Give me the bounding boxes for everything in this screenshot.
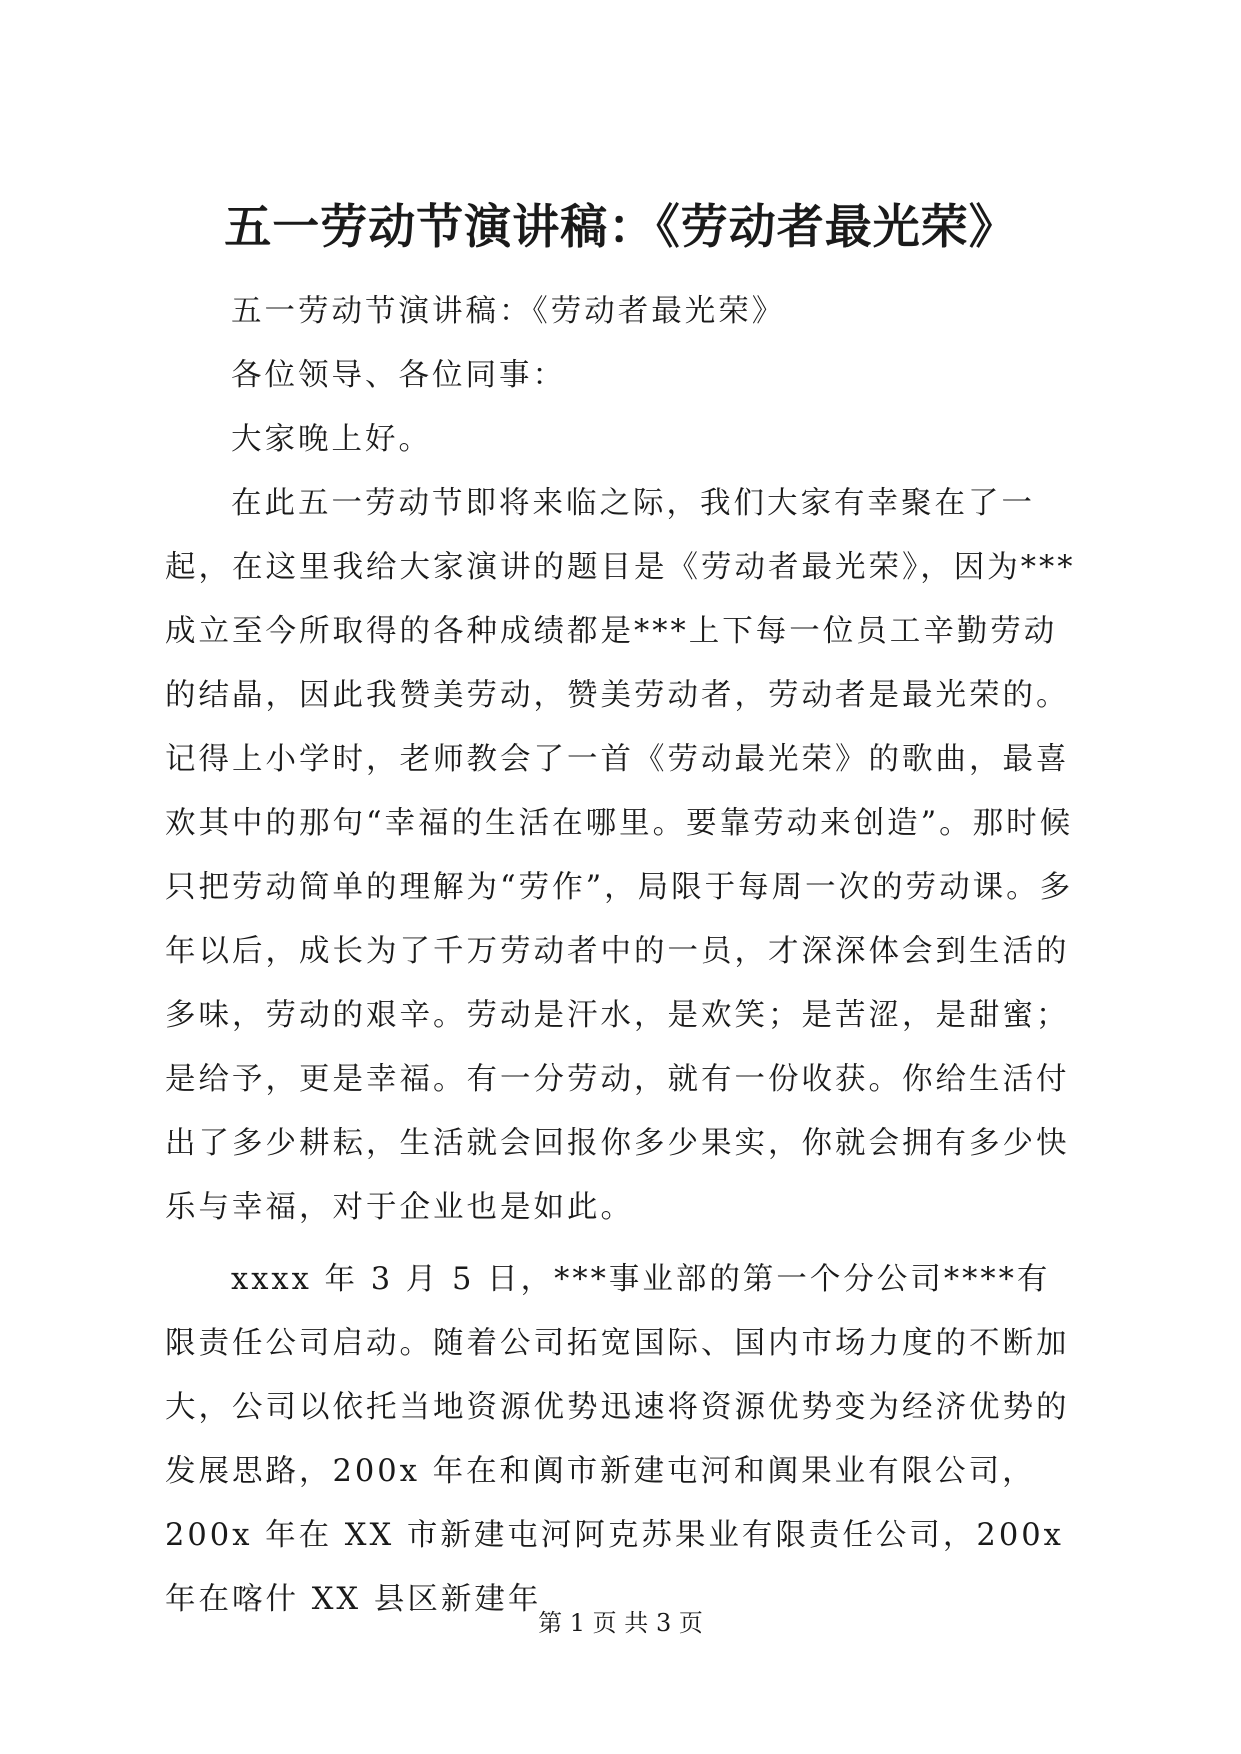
paragraph-greeting: 大家晚上好。 <box>231 422 432 457</box>
document-body <box>165 280 1080 1632</box>
paragraph-body-2: xxxx 年 3 月 5 日，***事业部的第一个分公司****有限责任公司启动。随着公司拓宽国际、国内市场力度的不断加大，公司以依托当地资源优势迅速将资源优势变为经济优势的发展思路，200x 年在和阗市新建屯河和阗果业有限公司，200x 年在 XX 市新建屯河阿克苏果业有限责任公司，200x 年在喀什 XX 县区新建年 <box>165 1262 1070 1617</box>
page-title: 五一劳动节演讲稿：《劳动者最光荣》 <box>224 200 1017 255</box>
page-number-footer: 第 1 页 共 3 页 <box>538 1609 703 1637</box>
paragraph-salutation: 各位领导、各位同事： <box>231 358 566 393</box>
paragraph-body-1: 在此五一劳动节即将来临之际，我们大家有幸聚在了一起，在这里我给大家演讲的题目是《劳动者最光荣》，因为***成立至今所取得的各种成绩都是***上下每一位员工辛勤劳动的结晶，因此我赞美劳动，赞美劳动者，劳动者是最光荣的。记得上小学时，老师教会了一首《劳动最光荣》的歌曲，最喜欢其中的那句“幸福的生活在哪里。要靠劳动来创造”。那时候只把劳动简单的理解为“劳作”，局限于每周一次的劳动课。多年以后，成长为了千万劳动者中的一员，才深深体会到生活的多味，劳动的艰辛。劳动是汗水，是欢笑；是苦涩，是甜蜜；是给予，更是幸福。有一分劳动，就有一份收获。你给生活付出了多少耕耘，生活就会回报你多少果实，你就会拥有多少快乐与幸福，对于企业也是如此。 <box>165 486 1076 1225</box>
paragraph-subtitle: 五一劳动节演讲稿：《劳动者最光荣》 <box>231 294 786 329</box>
